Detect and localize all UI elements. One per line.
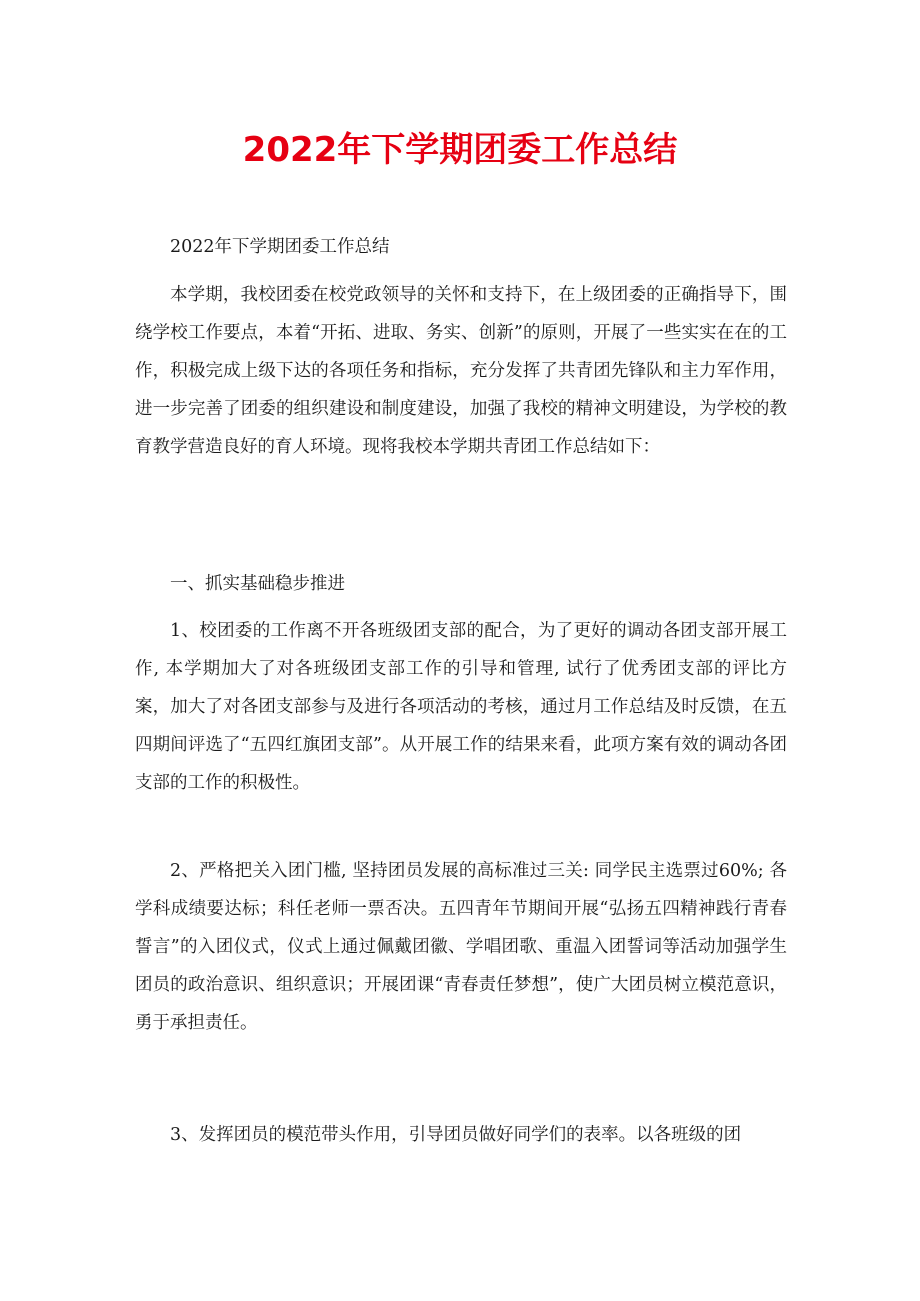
document-subtitle bbox=[135, 228, 787, 266]
item-2-paragraph bbox=[135, 852, 787, 1042]
item-1-paragraph bbox=[135, 612, 787, 802]
item-3-paragraph bbox=[135, 1116, 787, 1154]
item-2-text: 2、严格把关入团门槛, 坚持团员发展的高标准过三关: 同学民主选票过60%; 各学科成绩要达标；科任老师一票否决。五四青年节期间开展“弘扬五四精神践行青春誓言”的入团仪式，仪式上通过佩戴团徽、学唱团歌、重温入团誓词等活动加强学生团员的政治意识、组织意识；开展团课“青春责任梦想”，使广大团员树立模范意识，勇于承担责任。 bbox=[135, 861, 787, 1033]
section-heading bbox=[135, 565, 787, 603]
intro-text: 本学期，我校团委在校党政领导的关怀和支持下，在上级团委的正确指导下，围绕学校工作要点，本着“开拓、进取、务实、创新”的原则，开展了一些实实在在的工作，积极完成上级下达的各项任务和指标，充分发挥了共青团先锋队和主力军作用，进一步完善了团委的组织建设和制度建设，加强了我校的精神文明建设，为学校的教育教学营造良好的育人环境。现将我校本学期共青团工作总结如下： bbox=[135, 285, 787, 457]
item-3-text: 3、发挥团员的模范带头作用，引导团员做好同学们的表率。以各班级的团 bbox=[170, 1125, 742, 1145]
document-title: 2022年下学期团委工作总结 bbox=[242, 130, 678, 170]
section-1-heading: 一、抓实基础稳步推进 bbox=[170, 574, 345, 594]
subtitle-text: 2022年下学期团委工作总结 bbox=[170, 237, 390, 257]
item-1-text: 1、校团委的工作离不开各班级团支部的配合，为了更好的调动各团支部开展工作, 本学期加大了对各班级团支部工作的引导和管理, 试行了优秀团支部的评比方案，加大了对各团支部参与及进行各项活动的考核，通过月工作总结及时反馈，在五四期间评选了“五四红旗团支部”。从开展工作的结果来看，此项方案有效的调动各团支部的工作的积极性。 bbox=[135, 621, 787, 793]
intro-paragraph bbox=[135, 276, 787, 466]
